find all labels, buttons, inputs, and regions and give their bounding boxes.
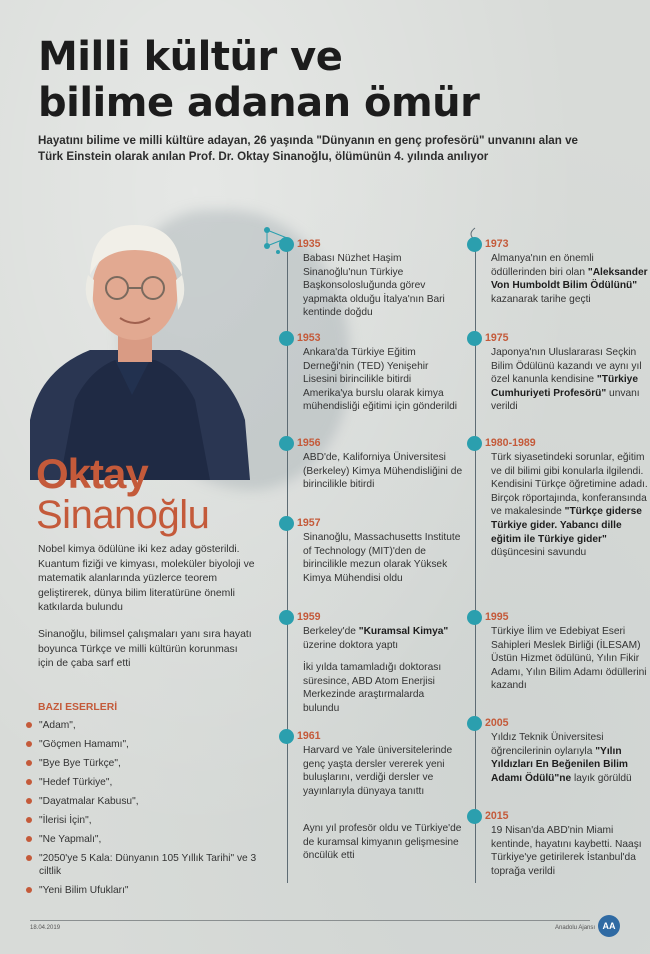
person-last-name: Sinanoğlu [36,493,210,537]
title-line-2: bilime adanan ömür [38,80,480,126]
event-text-post: kazanarak tarihe geçti [491,293,591,305]
list-item: "Dayatmalar Kabusu", [26,795,266,808]
list-item: "Bye Bye Türkçe", [26,757,266,770]
event-year: 1975 [485,332,509,344]
list-item: "Hedef Türkiye", [26,776,266,789]
title-line-1: Milli kültür ve [38,34,343,80]
event-text-bold: "Türkiye Cumhuriyeti Profesörü" [491,374,638,399]
page-title [38,34,598,126]
timeline-dot [467,716,482,731]
works-list [26,719,266,903]
works-title: BAZI ESERLERİ [38,702,118,713]
timeline-dot [467,436,482,451]
event-year: 1957 [297,517,321,529]
list-item: "2050'ye 5 Kala: Dünyanın 105 Yıllık Tarihi" ve 3 ciltlik [26,852,266,878]
portrait-photo [20,220,250,480]
event-text-bold: "Kuramsal Kimya" [358,626,449,637]
timeline-dot [279,610,294,625]
event-text [303,625,463,652]
event-year: 1995 [485,611,509,623]
event-text-post: düşüncesini savundu [491,547,587,559]
event-year: 2015 [485,810,509,822]
event-text: Türkiye İlim ve Edebiyat Eseri Sahipleri Meslek Birliği (İLESAM) Üstün Hizmet ödülünü, Yılın Fikir Adamı, Yılın Bilim Adamı ödüllerini kazandı [491,626,647,692]
event-text [491,451,650,560]
event-year: 1980-1989 [485,437,536,449]
event-text [491,346,650,414]
event-year: 1953 [297,332,321,344]
event-text: Harvard ve Yale üniversitelerinde genç yaşta dersler vererek yeni buluşlarını, verdiği dersler ve yayınlarıyla dünyaya tanıttı [303,745,453,797]
bio-paragraph-1: Nobel kimya ödülüne iki kez aday gösterildi. Kuantum fiziği ve kimyası, moleküler biyoloji ve matematik alanlarında yüzlerce teorem geliştirerek, dünya bilim literatürüne önemli katkılarda bulundu [38,544,255,613]
event-text-2: Aynı yıl profesör oldu ve Türkiye'de de kuramsal kimyanın gelişmesine öncülük etti [303,823,462,862]
footer-divider [30,920,590,921]
timeline-dot [279,237,294,252]
event-text-post: unvanı verildi [491,387,640,413]
timeline-dot [279,516,294,531]
lead-text: Hayatını bilime ve milli kültüre adayan, 26 yaşında "Dünyanın en genç profesörü" unvanını alan ve Türk Einstein olarak anılan Prof. Dr. Oktay Sinanoğlu, ölümünün 4. yılında anılıyor [38,134,578,163]
event-year: 1956 [297,437,321,449]
event-text [491,731,650,785]
bio-paragraph-2: Sinanoğlu, bilimsel çalışmaları yanı sıra hayatı boyunca Türkçe ve milli kültürün korunması için de çaba sarf etti [38,629,252,669]
event-year: 2005 [485,717,509,729]
event-text: Sinanoğlu, Massachusetts Institute of Technology (MIT)'den de birincilikle mezun olarak Yüksek Kimya Mühendisi oldu [303,532,461,584]
event-text: Babası Nüzhet Haşim Sinanoğlu'nun Türkiye Başkonsolosluğunda görev yapmakta olduğu İtalya'nın Bari kentinde doğdu [303,253,445,319]
list-item: "Yeni Bilim Ufukları" [26,884,266,897]
timeline-dot [467,331,482,346]
aa-logo-icon: AA [598,915,620,937]
event-text-pre: Almanya'nın en önemli ödüllerinden biri olan [491,253,594,278]
event-year: 1973 [485,238,509,250]
event-text-bold: "Aleksander Von Humboldt Bilim Ödülünü" [491,266,648,292]
event-text [491,252,650,306]
event-text: ABD'de, Kaliforniya Üniversitesi (Berkeley) Kimya Mühendisliğini de birincilikle bitirdi [303,452,463,491]
event-text-bold: "Türkçe giderse Türkiye gider. Yabancı dille eğitim ile Türkiye gider" [491,506,642,545]
timeline-dot [467,809,482,824]
event-text: Ankara'da Türkiye Eğitim Derneği'nin (TED) Yenişehir Lisesini birincilikle bitirdi Amerika'ya burslu olarak kimya mühendisliği eğitimi için gönderildi [303,347,458,413]
event-text-pre: Berkeley'de [303,626,359,637]
event-year: 1935 [297,238,321,250]
timeline-dot [279,436,294,451]
event-year: 1961 [297,730,321,742]
event-text-post: üzerine doktora yaptı [303,639,399,651]
event-text-pre: Japonya'nın Uluslararası Seçkin Bilim Ödülünü kazandı ve aynı yıl özel kanunla kendisine [491,347,642,386]
list-item: "Adam", [26,719,266,732]
event-text-2: İki yılda tamamladığı doktorası süresince, ABD Atom Enerjisi Merkezinde araştırmalarda bulundu [303,662,442,714]
footer-date: 18.04.2019 [30,925,61,931]
timeline-dot [279,331,294,346]
event-text-bold: "Yılın Yıldızları En Beğenilen Bilim Adamı Ödülü"ne [491,745,628,784]
event-text-pre: Türk siyasetindeki sorunlar, eğitim ve dil bilimi gibi konularla ilgilendi. Kendisini Türkçe öğretimine adadı. Birçok röportajında, konferansında ve makalesinde [491,452,648,518]
person-first-name: Oktay [36,450,148,497]
list-item: "Ne Yapmalı", [26,833,266,846]
list-item: "İlerisi İçin", [26,814,266,827]
event-text: 19 Nisan'da ABD'nin Miami kentinde, hayatını kaybetti. Naaşı Türkiye'ye getirilerek İstanbul'da toprağa verildi [491,825,642,877]
event-text-pre: Yıldız Teknik Üniversitesi öğrencilerinin oylarıyla [491,732,604,757]
timeline-dot [467,237,482,252]
event-text-post: layık görüldü [571,772,632,784]
timeline-dot [467,610,482,625]
timeline-dot [279,729,294,744]
footer-source: Anadolu Ajansı [555,925,596,931]
event-year: 1959 [297,611,321,623]
list-item: "Göçmen Hamamı", [26,738,266,751]
